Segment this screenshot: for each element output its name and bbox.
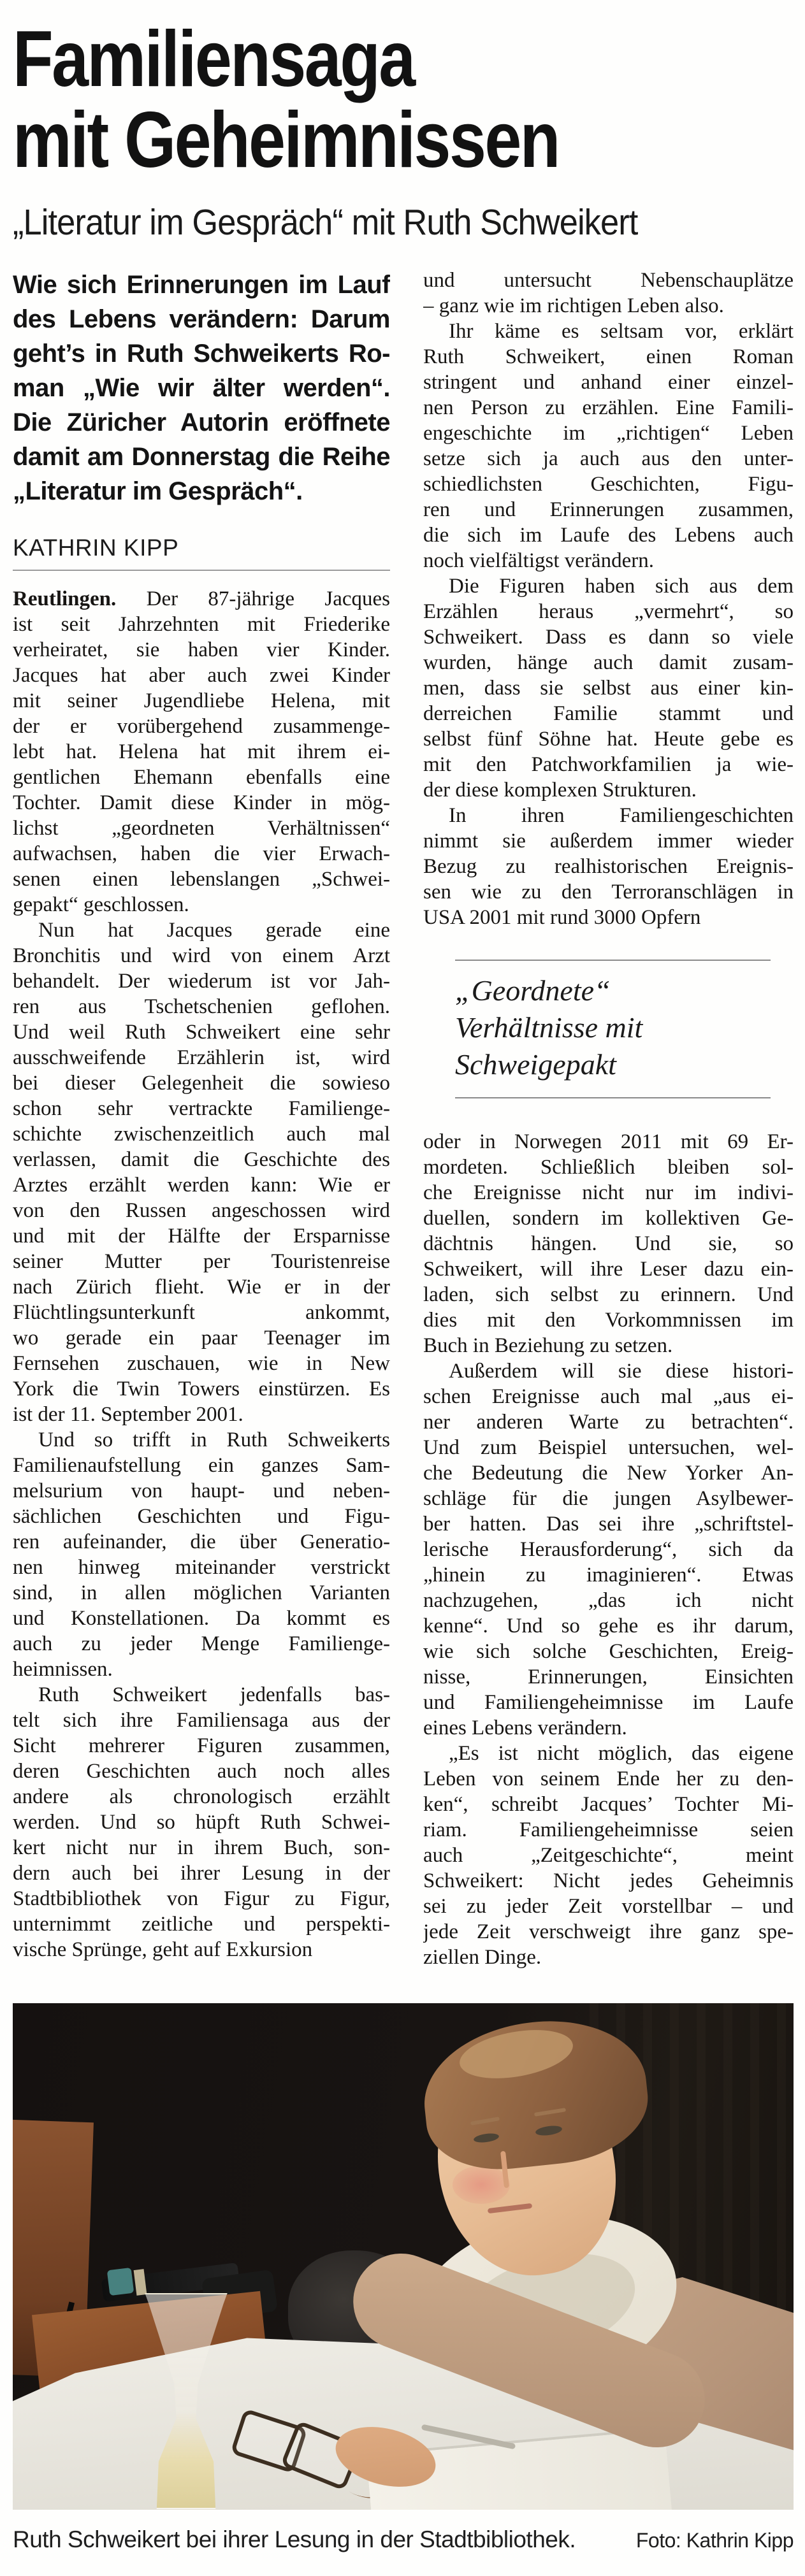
text-line: „hinein zu imaginieren“. Etwas <box>423 1564 794 1587</box>
text-line: jede Zeit verschweigt ihre ganz spe- <box>423 1920 794 1943</box>
text-line: derreichen Familie stammt und <box>423 702 794 725</box>
text-line: heimnissen. <box>13 1658 113 1681</box>
text-line: riam. Familiengeheimnisse seien <box>423 1818 794 1841</box>
text-line: men, dass sie selbst aus einer kin- <box>423 677 794 700</box>
text-line: vische Sprünge, geht auf Exkursion <box>13 1938 313 1961</box>
text-line: Bronchitis und wird von einem Arzt <box>13 944 390 967</box>
text-line: seiner Mutter per Touristenreise <box>13 1250 390 1273</box>
cheek-blush <box>453 2166 510 2204</box>
text-line: noch vielfältigst verändern. <box>423 549 654 572</box>
text-line: werden. Und so hüpft Ruth Schwei- <box>13 1811 390 1834</box>
text-line: lerische Herausforderung“, sich da <box>423 1538 794 1561</box>
text-line: dächtnis hängen. Und sie, so <box>423 1232 794 1255</box>
text-line: und Konstellationen. Da kommt es <box>13 1607 390 1630</box>
body-paragraph <box>13 917 390 1427</box>
text-line: man „Wie wir älter werden“. <box>13 374 390 402</box>
text-line: sei zu jeder Zeit vorstellbar – und <box>423 1895 794 1918</box>
text-line: schichte zwischenzeitlich auch mal <box>13 1123 390 1146</box>
text-line: stringent und anhand einer einzel- <box>423 371 794 394</box>
text-line: telt sich ihre Familiensaga aus der <box>13 1709 390 1732</box>
text-line: dies mit den Vorkommnissen im <box>423 1309 794 1332</box>
body-text-column2-top <box>423 268 794 930</box>
text-line: Buch in Beziehung zu setzen. <box>423 1334 673 1357</box>
text-line: sen wie zu den Terroranschlägen in <box>423 881 794 903</box>
text-line: Reutlingen. Der 87-jährige Jacques <box>13 587 390 610</box>
body-paragraph <box>13 586 390 917</box>
body-paragraph <box>13 1427 390 1682</box>
text-line: Sicht mehrerer Figuren zusammen, <box>13 1734 390 1757</box>
text-line: schon sehr vertrackte Familienge- <box>13 1097 390 1120</box>
text-line: Ruth Schweikert, einen Roman <box>423 345 794 368</box>
text-line: verlassen, damit die Geschichte des <box>13 1148 390 1171</box>
text-line: nisse, Erinnerungen, Einsichten <box>423 1666 794 1688</box>
text-line: In ihren Familiengeschichten <box>449 804 794 827</box>
text-line: ausschweifende Erzählerin ist, wird <box>13 1046 390 1069</box>
text-line: Und so trifft in Ruth Schweikerts <box>38 1428 390 1451</box>
text-line: verheiratet, sie haben vier Kinder. <box>13 638 390 661</box>
text-line: damit am Donnerstag die Reihe <box>13 443 390 471</box>
text-line: senen einen lebenslangen „Schwei- <box>13 868 390 891</box>
text-line: auch zu jeder Menge Familienge- <box>13 1632 390 1655</box>
body-paragraph <box>423 803 794 930</box>
article-columns <box>13 268 794 1970</box>
text-line: der diese komplexen Strukturen. <box>423 779 697 802</box>
text-line: deren Geschichten auch noch alles <box>13 1760 390 1783</box>
text-line: gepakt“ geschlossen. <box>13 893 189 916</box>
text-line: Jacques hat aber auch zwei Kinder <box>13 664 390 687</box>
text-line: – ganz wie im richtigen Leben also. <box>423 294 724 317</box>
text-line: wie sich solche Geschichten, Ereig- <box>423 1640 794 1663</box>
byline: KATHRIN KIPP <box>13 535 179 561</box>
article-title-line1: Familiensaga <box>13 15 414 103</box>
text-line: „Literatur im Gespräch“. <box>13 477 303 505</box>
text-line: Die Figuren haben sich aus dem <box>449 575 794 598</box>
text-line: lebt hat. Helena hat mit ihrem ei- <box>13 740 390 763</box>
text-line: und mit der Hälfte der Ersparnisse <box>13 1225 390 1248</box>
text-line: andere als chronologisch erzählt <box>13 1785 390 1808</box>
body-paragraph <box>423 1129 794 1358</box>
text-line: York die Twin Towers einstürzen. Es <box>13 1378 390 1400</box>
text-line: ziellen Dinge. <box>423 1946 542 1969</box>
article-title-line2: mit Geheimnissen <box>13 96 559 184</box>
masthead <box>13 15 794 243</box>
body-paragraph <box>423 1741 794 1970</box>
text-line: ist der 11. September 2001. <box>13 1403 243 1426</box>
body-paragraph <box>423 268 794 319</box>
text-line: Schweikert. Dass es dann so viele <box>423 626 794 649</box>
text-line: wo gerade ein paar Teenager im <box>13 1327 390 1349</box>
lead-paragraph <box>13 268 390 508</box>
body-paragraph <box>423 319 794 573</box>
text-line: von den Russen angeschossen wird <box>13 1199 390 1222</box>
body-paragraph <box>13 1682 390 1962</box>
text-line: Flüchtlingsunterkunft ankommt, <box>13 1301 390 1324</box>
text-line: auch „Zeitgeschichte“, meint <box>423 1844 794 1867</box>
text-line: kenne“. Und so gehe es ihr darum, <box>423 1615 794 1637</box>
text-line: Nun hat Jacques gerade eine <box>38 919 390 942</box>
article-subtitle: „Literatur im Gespräch“ mit Ruth Schweikert <box>13 202 638 243</box>
text-line: melsurium von haupt- und neben- <box>13 1479 390 1502</box>
body-text-column2-bottom <box>423 1129 794 1970</box>
text-line: Familienaufstellung ein ganzes Sam- <box>13 1454 390 1477</box>
dateline: Reutlingen. <box>13 587 117 610</box>
text-line: kert nicht nur in ihrem Buch, son- <box>13 1836 390 1859</box>
text-line: Schweikert: Nicht jedes Geheimnis <box>423 1869 794 1892</box>
text-line: nen hinweg miteinander verstrickt <box>13 1556 390 1579</box>
text-line: Und weil Ruth Schweikert eine sehr <box>13 1021 390 1044</box>
microphone-ring <box>134 2269 147 2296</box>
pull-quote <box>455 960 771 1098</box>
text-line: Schweigepakt <box>455 1048 616 1081</box>
text-line: und untersucht Nebenschauplätze <box>423 269 794 292</box>
text-line: schläge für die jungen Asylbewer- <box>423 1487 794 1510</box>
text-line: ken“, schreibt Jacques’ Tochter Mi- <box>423 1793 794 1816</box>
text-line: mit den Patchworkfamilien ja wie- <box>423 753 794 776</box>
text-line: nen Person zu erzählen. Eine Famili- <box>423 396 794 419</box>
photo-caption-row <box>13 2526 794 2553</box>
article-photo <box>13 2003 794 2510</box>
text-line: aufwachsen, haben die vier Erwach- <box>13 842 390 865</box>
text-line: che Bedeutung die New Yorker An- <box>423 1462 794 1485</box>
text-line: setze sich ja auch aus den unter- <box>423 447 794 470</box>
column-left <box>13 268 390 1970</box>
text-line: unternimmt zeitliche und perspekti- <box>13 1913 390 1936</box>
text-line: des Lebens verändern: Darum <box>13 305 390 333</box>
text-line: ren aufeinander, die über Generatio- <box>13 1530 390 1553</box>
text-line: ist seit Jahrzehnten mit Friederike <box>13 613 390 636</box>
text-line: ner anderen Warte zu betrachten“. <box>423 1411 794 1434</box>
text-line: „Geordnete“ <box>455 974 611 1007</box>
text-line: Schweikert, will ihre Leser dazu ein- <box>423 1258 794 1281</box>
text-line: nachzugehen, „das ich nicht <box>423 1589 794 1612</box>
text-line: Wie sich Erinnerungen im Lauf <box>13 271 390 299</box>
byline-divider <box>13 570 390 571</box>
text-line: Außerdem will sie diese histori- <box>449 1360 794 1383</box>
text-line: lichst „geordneten Verhältnissen“ <box>13 817 390 840</box>
text-line: schiedlichsten Geschichten, Figu- <box>423 473 794 496</box>
text-line: sächlichen Geschichten und Figu- <box>13 1505 390 1528</box>
text-line: che Ereignisse nicht nur im indivi- <box>423 1181 794 1204</box>
text-line: nach Zürich flieht. Wie er in der <box>13 1276 390 1299</box>
byline-block <box>13 534 390 571</box>
text-line: Bezug zu realhistorischen Ereignis- <box>423 855 794 878</box>
text-line: „Es ist nicht möglich, das eigene <box>449 1742 794 1765</box>
text-line: engeschichte im „richtigen“ Leben <box>423 422 794 445</box>
text-line: ren aus Tschetschenien geflohen. <box>13 995 390 1018</box>
text-line: Stadtbibliothek von Figur zu Figur, <box>13 1887 390 1910</box>
text-line: duellen, sondern im kollektiven Ge- <box>423 1207 794 1230</box>
text-line: Fernsehen zuschauen, wie in New <box>13 1352 390 1375</box>
photo-credit: Foto: Kathrin Kipp <box>635 2529 794 2552</box>
text-line: dern auch bei ihrer Lesung in der <box>13 1862 390 1885</box>
column-right <box>423 268 794 1970</box>
text-line: Ihr käme es seltsam vor, erklärt <box>449 320 794 343</box>
text-line: sind, in allen möglichen Varianten <box>13 1581 390 1604</box>
text-line: Arztes erzählt werden kann: Wie er <box>13 1174 390 1197</box>
text-line: und Familiengeheimnisse im Laufe <box>423 1691 794 1714</box>
text-line: schen Ereignisse auch mal „aus ei- <box>423 1385 794 1408</box>
text-line: wurden, hänge auch damit zusam- <box>423 651 794 674</box>
body-text-column1 <box>13 586 390 1962</box>
text-line: Tochter. Damit diese Kinder in mög- <box>13 791 390 814</box>
article-title <box>13 15 794 184</box>
body-paragraph <box>423 573 794 803</box>
text-line: laden, sich selbst zu erinnern. Und <box>423 1283 794 1306</box>
text-line: ren und Erinnerungen zusammen, <box>423 498 794 521</box>
text-line: selbst fünf Söhne hat. Heute gebe es <box>423 728 794 751</box>
text-line: gentlichen Ehemann ebenfalls eine <box>13 766 390 789</box>
text-line: Die Züricher Autorin eröffnete <box>13 408 390 436</box>
text-line: Verhältnisse mit <box>455 1011 643 1044</box>
text-line: USA 2001 mit rund 3000 Opfern <box>423 906 701 929</box>
microphone-teal-band <box>107 2268 134 2296</box>
text-line: Ruth Schweikert jedenfalls bas- <box>38 1683 390 1706</box>
text-line: mit seiner Jugendliebe Helena, mit <box>13 689 390 712</box>
photo-caption: Ruth Schweikert bei ihrer Lesung in der Stadtbibliothek. <box>13 2526 576 2552</box>
text-line: bei dieser Gelegenheit die sowieso <box>13 1072 390 1095</box>
text-line: nimmt sie außerdem immer wieder <box>423 830 794 853</box>
text-line: der er vorübergehend zusammenge- <box>13 715 390 738</box>
text-line: ber hatten. Das sei ihre „schriftstel- <box>423 1513 794 1536</box>
text-line: Und zum Beispiel untersuchen, wel- <box>423 1436 794 1459</box>
text-line: mordeten. Schließlich bleiben sol- <box>423 1156 794 1179</box>
text-line: oder in Norwegen 2011 mit 69 Er- <box>423 1130 794 1153</box>
text-line: Leben von seinem Ende her zu den- <box>423 1767 794 1790</box>
text-line: die sich im Laufe des Lebens auch <box>423 524 794 547</box>
text-line: Erzählen heraus „vermehrt“, so <box>423 600 794 623</box>
text-line: geht’s in Ruth Schweikerts Ro- <box>13 340 390 368</box>
body-paragraph <box>423 1358 794 1741</box>
text-line: behandelt. Der wiederum ist vor Jah- <box>13 970 390 993</box>
text-line: eines Lebens verändern. <box>423 1716 627 1739</box>
